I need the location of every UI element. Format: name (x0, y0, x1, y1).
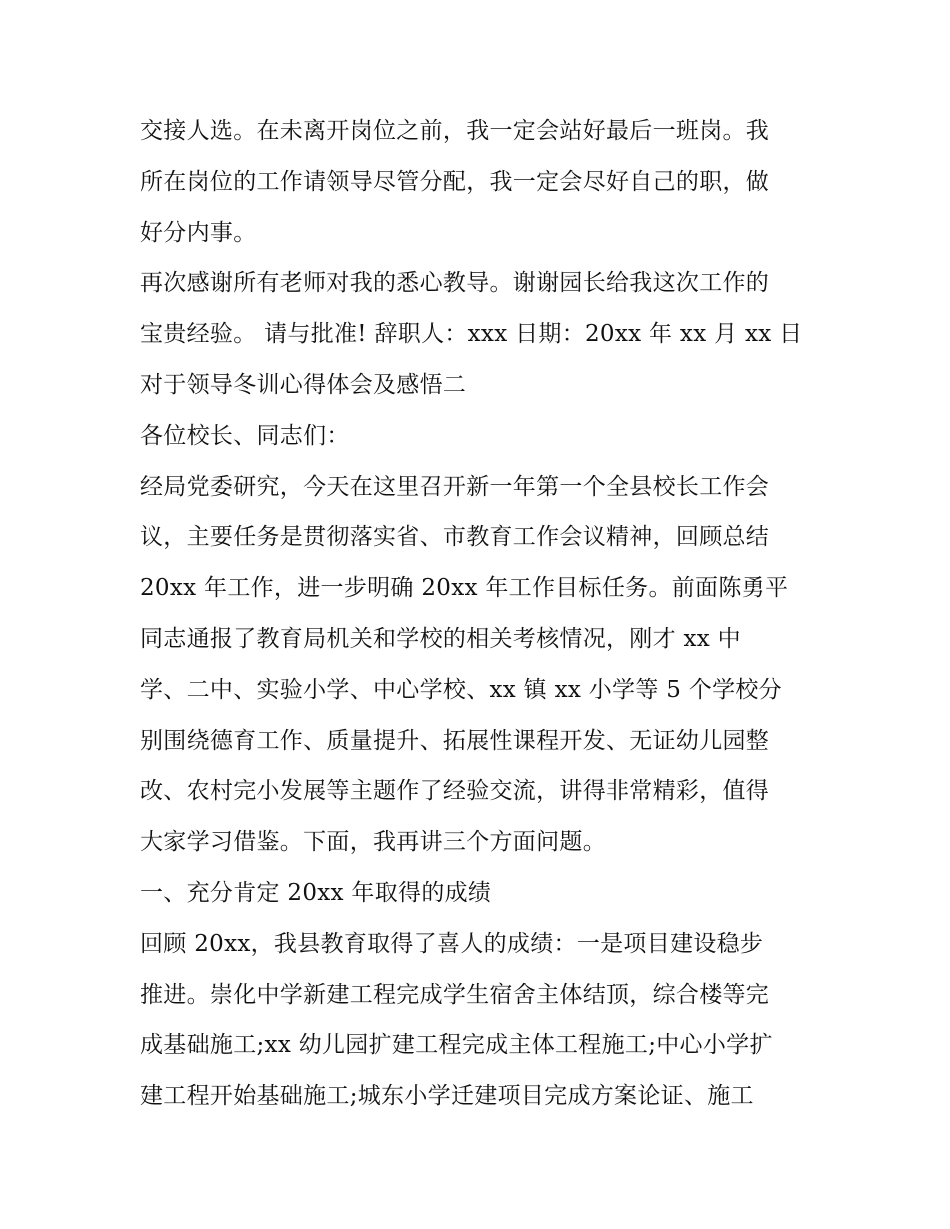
section-heading: 一、充分肯定 20xx 年取得的成绩 (140, 879, 492, 906)
section-heading: 对于领导冬训心得体会及感悟二 (140, 371, 467, 398)
text-line: 经局党委研究，今天在这里召开新一年第一个全县校长工作会 (140, 473, 770, 500)
text-line: 同志通报了教育局机关和学校的相关考核情况，刚才 xx 中 (140, 625, 741, 652)
text-line: 再次感谢所有老师对我的悉心教导。谢谢园长给我这次工作的 (140, 270, 770, 297)
text-line: 改、农村完小发展等主题作了经验交流，讲得非常精彩，值得 (140, 778, 770, 805)
text-line: 议，主要任务是贯彻落实省、市教育工作会议精神，回顾总结 (140, 524, 770, 551)
text-line: 学、二中、实验小学、中心学校、xx 镇 xx 小学等 5 个学校分 (140, 676, 782, 703)
text-line: 交接人选。在未离开岗位之前，我一定会站好最后一班岗。我 (140, 118, 770, 144)
text-line: 大家学习借鉴。下面，我再讲三个方面问题。 (140, 829, 606, 856)
document-body (140, 106, 820, 1122)
text-line: 推进。崇化中学新建工程完成学生宿舍主体结顶，综合楼等完 (140, 981, 770, 1008)
text-line: 好分内事。 (140, 219, 257, 246)
salutation: 各位校长、同志们： (140, 422, 350, 449)
text-line: 建工程开始基础施工;城东小学迁建项目完成方案论证、施工 (140, 1083, 754, 1110)
text-line: 别围绕德育工作、质量提升、拓展性课程开发、无证幼儿园整 (140, 727, 770, 754)
text-line: 成基础施工;xx 幼儿园扩建工程完成主体工程施工;中心小学扩 (140, 1032, 773, 1059)
text-line: 20xx 年工作，进一步明确 20xx 年工作目标任务。前面陈勇平 (140, 575, 789, 602)
text-line: 回顾 20xx，我县教育取得了喜人的成绩：一是项目建设稳步 (140, 930, 764, 957)
text-line: 宝贵经验。 请与批准! 辞职人：xxx 日期：20xx 年 xx 月 xx 日 (140, 321, 803, 348)
text-line: 所在岗位的工作请领导尽管分配，我一定会尽好自己的职，做 (140, 168, 770, 195)
